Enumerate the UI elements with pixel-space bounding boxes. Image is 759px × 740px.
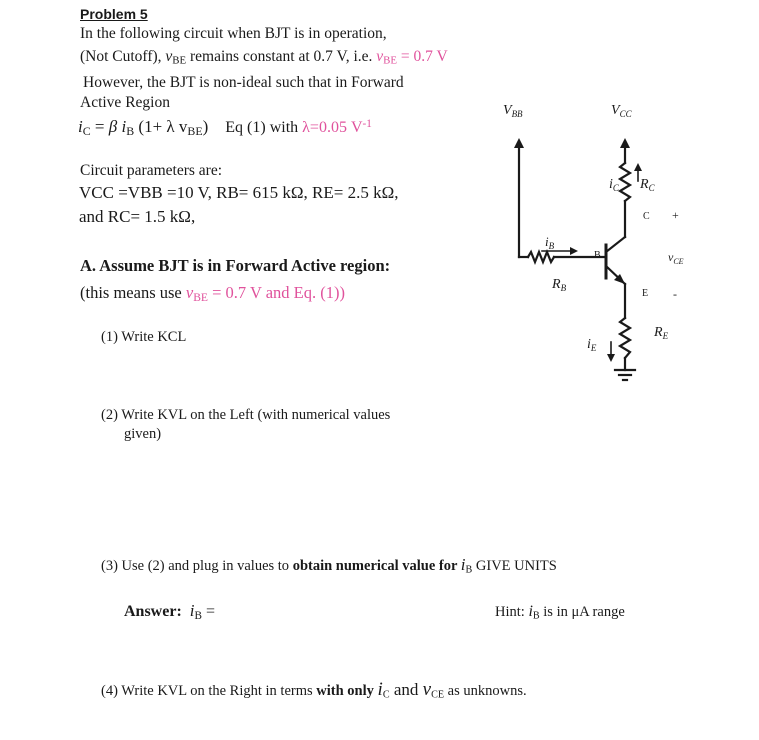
answer-line: Answer: $i_B$ = xyxy=(124,601,215,622)
intro-line-2: (Not Cutoff), $v_{BE}$ remains constant at 0.7 V, i.e. $v_{BE} = 0.7$ V xyxy=(80,48,448,67)
ib-arrow-head xyxy=(570,247,578,255)
rb-resistor xyxy=(528,252,554,262)
hint-text: Hint: $i_B$ is in μA range xyxy=(495,603,625,622)
equation-1: $i_C = \beta$ $i_B$ (1+ λ $v_{BE}$) Eq (1) with λ=0.05 $V^{-1}$ xyxy=(78,117,372,138)
re-label: $R_E$ xyxy=(654,325,669,341)
rc-label: $R_C$ xyxy=(640,177,655,193)
vcc-arrow-head xyxy=(620,138,630,148)
intro-line-4: Active Region xyxy=(80,94,170,111)
question-2-line-2: given) xyxy=(124,426,162,442)
params-line-2: and RC= 1.5 kΩ, xyxy=(79,207,196,226)
question-2-line-1: (2) Write KVL on the Left (with numerical values xyxy=(101,407,391,423)
vce-plus-sign: + xyxy=(672,208,679,222)
ic-arrow-head xyxy=(634,163,642,171)
partA-subline: (this means use $v_{BE} = 0.7$ V and Eq. (1)) xyxy=(80,283,345,304)
question-1: (1) Write KCL xyxy=(101,329,187,345)
partA-heading: A. Assume BJT is in Forward Active region: xyxy=(80,256,391,275)
re-resistor xyxy=(620,318,630,358)
vbb-label: $V_{BB}$ xyxy=(503,103,523,119)
vbb-arrow-head xyxy=(514,138,524,148)
params-line-1: VCC =VBB =10 V, RB= 615 kΩ, RE= 2.5 kΩ, xyxy=(79,183,399,202)
node-c-label: C xyxy=(643,211,650,222)
vcc-label: $V_{CC}$ xyxy=(611,103,632,119)
ie-label: $i_E$ xyxy=(587,337,597,353)
vce-minus-sign: - xyxy=(673,287,677,301)
bjt-collector-lead xyxy=(606,237,625,252)
problem-title: Problem 5 xyxy=(80,6,148,22)
intro-line-3: However, the BJT is non-ideal such that in Forward xyxy=(83,74,404,91)
node-e-label: E xyxy=(642,288,649,299)
intro-line-1: In the following circuit when BJT is in operation, xyxy=(80,25,387,42)
ib-label: $i_B$ xyxy=(545,234,555,251)
question-4: (4) Write KVL on the Right in terms with only $i_C$ and $v_{CE}$ as unknowns. xyxy=(101,679,527,701)
ie-arrow-head xyxy=(607,354,615,362)
ic-label: $i_C$ xyxy=(609,177,619,193)
rb-label: $R_B$ xyxy=(552,277,567,293)
question-3: (3) Use (2) and plug in values to obtain numerical value for $i_B$ GIVE UNITS xyxy=(101,555,557,576)
node-b-label: B xyxy=(594,250,601,261)
params-heading: Circuit parameters are: xyxy=(80,162,223,179)
rc-resistor xyxy=(620,163,630,201)
vce-label: $v_{CE}$ xyxy=(668,250,684,266)
